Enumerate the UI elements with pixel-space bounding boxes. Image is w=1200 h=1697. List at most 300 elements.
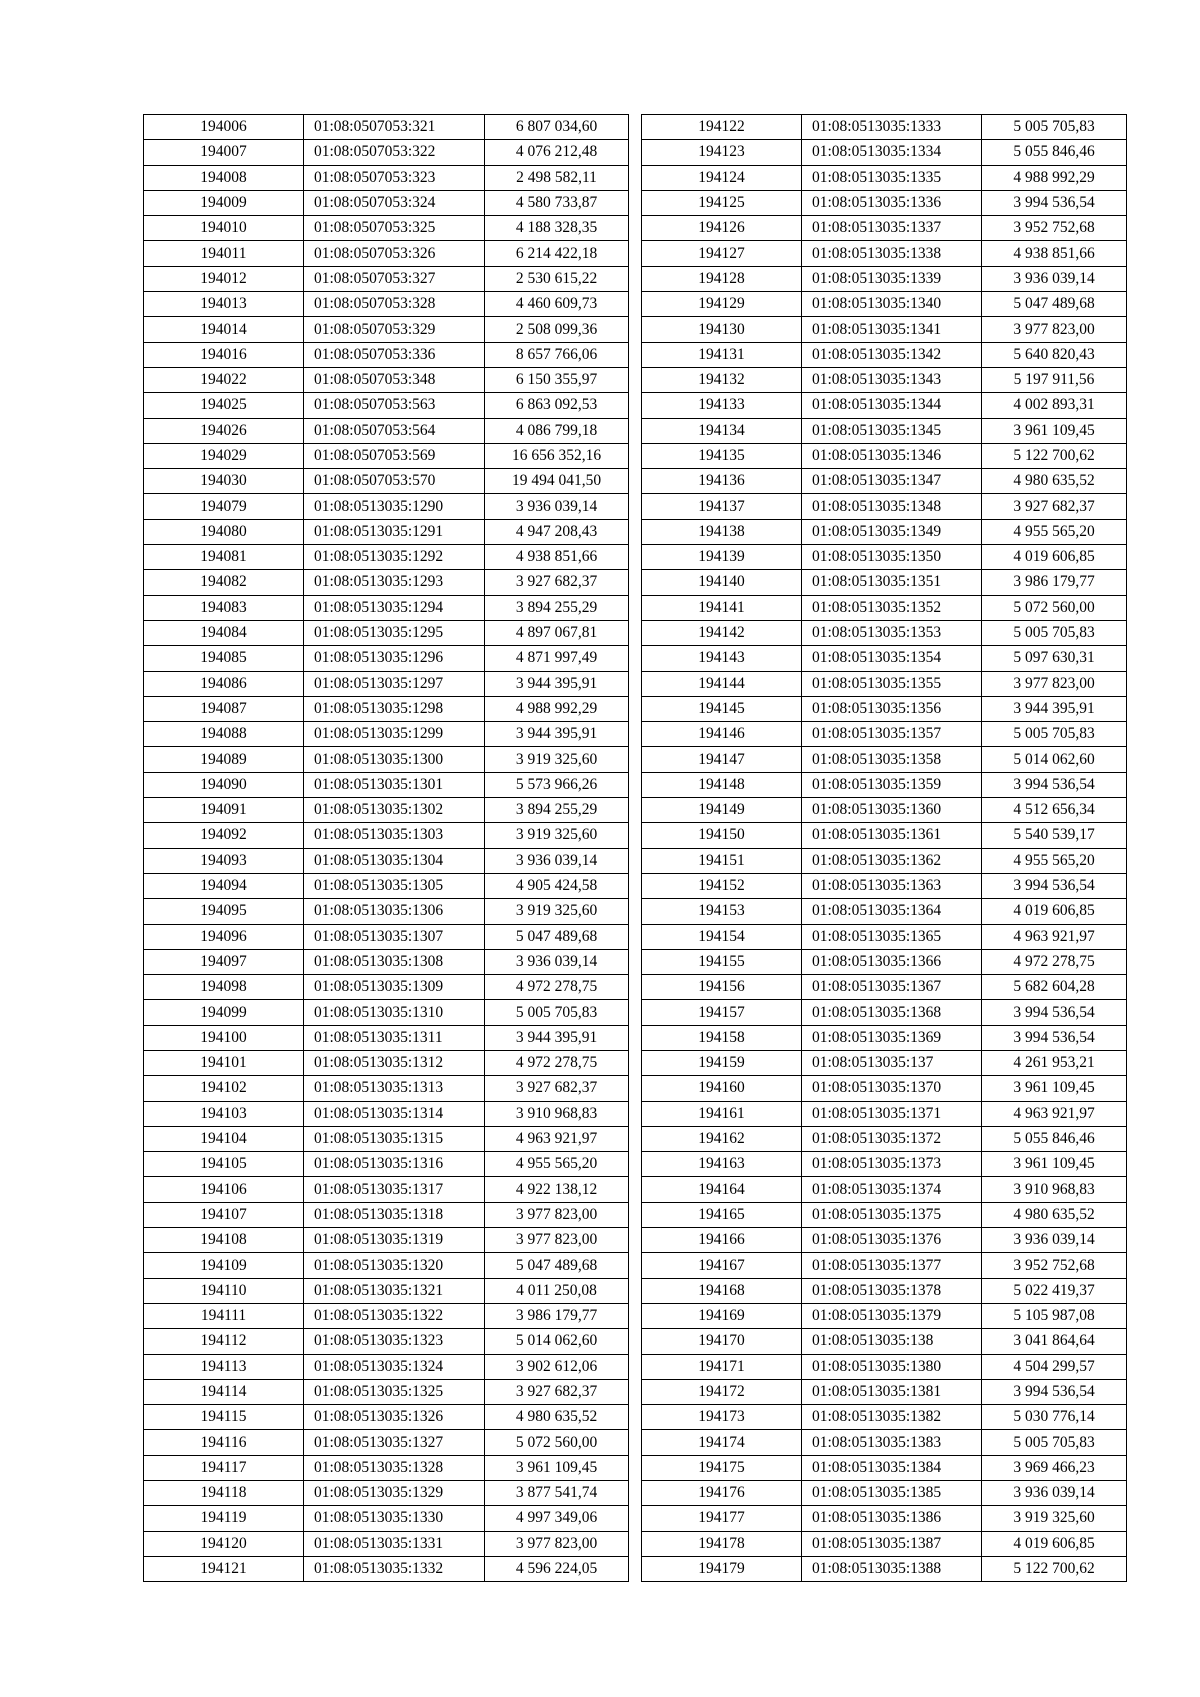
- value-cell: 3 944 395,91: [485, 722, 629, 747]
- table-row: [144, 190, 629, 215]
- value-cell: 3 927 682,37: [485, 570, 629, 595]
- value-cell: 3 910 968,83: [982, 1177, 1127, 1202]
- cadastral-number-cell: 01:08:0513035:1333: [802, 115, 982, 140]
- plot-number-cell: 194140: [642, 570, 802, 595]
- plot-number-cell: 194119: [144, 1506, 304, 1531]
- value-cell: 4 938 851,66: [982, 241, 1127, 266]
- table-row: [642, 1253, 1127, 1278]
- value-cell: 6 214 422,18: [485, 241, 629, 266]
- plot-number-cell: 194130: [642, 317, 802, 342]
- value-cell: 3 927 682,37: [485, 1076, 629, 1101]
- cadastral-number-cell: 01:08:0513035:137: [802, 1050, 982, 1075]
- cadastral-number-cell: 01:08:0513035:1356: [802, 696, 982, 721]
- cadastral-number-cell: 01:08:0513035:1315: [304, 1126, 485, 1151]
- cadastral-number-cell: 01:08:0513035:1329: [304, 1481, 485, 1506]
- value-cell: 3 994 536,54: [982, 1000, 1127, 1025]
- table-row: [642, 519, 1127, 544]
- value-cell: 4 188 328,35: [485, 216, 629, 241]
- plot-number-cell: 194159: [642, 1050, 802, 1075]
- cadastral-number-cell: 01:08:0513035:1361: [802, 823, 982, 848]
- table-row: [144, 1228, 629, 1253]
- plot-number-cell: 194165: [642, 1202, 802, 1227]
- cadastral-number-cell: 01:08:0507053:324: [304, 190, 485, 215]
- table-row: [144, 848, 629, 873]
- plot-number-cell: 194153: [642, 899, 802, 924]
- table-row: [144, 823, 629, 848]
- plot-number-cell: 194126: [642, 216, 802, 241]
- table-row: [144, 747, 629, 772]
- table-row: [642, 292, 1127, 317]
- value-cell: 3 994 536,54: [982, 772, 1127, 797]
- plot-number-cell: 194087: [144, 696, 304, 721]
- plot-number-cell: 194014: [144, 317, 304, 342]
- value-cell: 4 955 565,20: [485, 1152, 629, 1177]
- plot-number-cell: 194137: [642, 494, 802, 519]
- value-cell: 4 905 424,58: [485, 873, 629, 898]
- value-cell: 4 019 606,85: [982, 545, 1127, 570]
- value-cell: 4 988 992,29: [982, 165, 1127, 190]
- value-cell: 5 682 604,28: [982, 975, 1127, 1000]
- value-cell: 4 504 299,57: [982, 1354, 1127, 1379]
- value-cell: 4 922 138,12: [485, 1177, 629, 1202]
- cadastral-number-cell: 01:08:0513035:1349: [802, 519, 982, 544]
- cadastral-number-cell: 01:08:0513035:1348: [802, 494, 982, 519]
- value-cell: 4 955 565,20: [982, 848, 1127, 873]
- table-row: [642, 342, 1127, 367]
- plot-number-cell: 194117: [144, 1455, 304, 1480]
- cadastral-number-cell: 01:08:0513035:1292: [304, 545, 485, 570]
- value-cell: 3 994 536,54: [982, 1379, 1127, 1404]
- table-row: [144, 1152, 629, 1177]
- value-cell: 2 530 615,22: [485, 266, 629, 291]
- cadastral-number-cell: 01:08:0513035:1370: [802, 1076, 982, 1101]
- plot-number-cell: 194098: [144, 975, 304, 1000]
- plot-number-cell: 194178: [642, 1531, 802, 1556]
- table-row: [144, 545, 629, 570]
- table-row: [642, 671, 1127, 696]
- table-row: [144, 1126, 629, 1151]
- cadastral-number-cell: 01:08:0513035:1339: [802, 266, 982, 291]
- cadastral-number-cell: 01:08:0513035:1294: [304, 595, 485, 620]
- value-cell: 4 980 635,52: [485, 1405, 629, 1430]
- value-cell: 4 086 799,18: [485, 418, 629, 443]
- cadastral-number-cell: 01:08:0513035:1330: [304, 1506, 485, 1531]
- plot-number-cell: 194158: [642, 1025, 802, 1050]
- table-row: [144, 393, 629, 418]
- cadastral-number-cell: 01:08:0513035:1297: [304, 671, 485, 696]
- value-cell: 5 540 539,17: [982, 823, 1127, 848]
- table-row: [144, 494, 629, 519]
- table-row: [642, 873, 1127, 898]
- plot-number-cell: 194142: [642, 620, 802, 645]
- cadastral-number-cell: 01:08:0513035:138: [802, 1329, 982, 1354]
- value-cell: 5 055 846,46: [982, 140, 1127, 165]
- value-cell: 4 002 893,31: [982, 393, 1127, 418]
- value-cell: 4 988 992,29: [485, 696, 629, 721]
- table-row: [642, 747, 1127, 772]
- cadastral-number-cell: 01:08:0513035:1325: [304, 1379, 485, 1404]
- cadastral-number-cell: 01:08:0513035:1290: [304, 494, 485, 519]
- plot-number-cell: 194009: [144, 190, 304, 215]
- value-cell: 3 927 682,37: [982, 494, 1127, 519]
- cadastral-number-cell: 01:08:0513035:1312: [304, 1050, 485, 1075]
- value-cell: 4 076 212,48: [485, 140, 629, 165]
- cadastral-number-cell: 01:08:0513035:1345: [802, 418, 982, 443]
- cadastral-number-cell: 01:08:0513035:1304: [304, 848, 485, 873]
- plot-number-cell: 194104: [144, 1126, 304, 1151]
- table-row: [642, 975, 1127, 1000]
- table-row: [642, 190, 1127, 215]
- value-cell: 3 936 039,14: [485, 949, 629, 974]
- value-cell: 3 927 682,37: [485, 1379, 629, 1404]
- cadastral-number-cell: 01:08:0513035:1365: [802, 924, 982, 949]
- cadastral-number-cell: 01:08:0513035:1303: [304, 823, 485, 848]
- plot-number-cell: 194172: [642, 1379, 802, 1404]
- plot-number-cell: 194080: [144, 519, 304, 544]
- cadastral-number-cell: 01:08:0507053:570: [304, 469, 485, 494]
- table-row: [642, 1000, 1127, 1025]
- table-row: [144, 216, 629, 241]
- plot-number-cell: 194008: [144, 165, 304, 190]
- plot-number-cell: 194115: [144, 1405, 304, 1430]
- plot-number-cell: 194092: [144, 823, 304, 848]
- plot-number-cell: 194081: [144, 545, 304, 570]
- plot-number-cell: 194161: [642, 1101, 802, 1126]
- value-cell: 6 150 355,97: [485, 367, 629, 392]
- plot-number-cell: 194120: [144, 1531, 304, 1556]
- plot-number-cell: 194006: [144, 115, 304, 140]
- plot-number-cell: 194150: [642, 823, 802, 848]
- value-cell: 2 498 582,11: [485, 165, 629, 190]
- cadastral-number-cell: 01:08:0513035:1326: [304, 1405, 485, 1430]
- plot-number-cell: 194110: [144, 1278, 304, 1303]
- value-cell: 3 994 536,54: [982, 190, 1127, 215]
- cadastral-number-cell: 01:08:0507053:322: [304, 140, 485, 165]
- cadastral-number-cell: 01:08:0513035:1368: [802, 1000, 982, 1025]
- plot-number-cell: 194166: [642, 1228, 802, 1253]
- plot-number-cell: 194173: [642, 1405, 802, 1430]
- table-row: [642, 595, 1127, 620]
- value-cell: 4 972 278,75: [485, 1050, 629, 1075]
- cadastral-number-cell: 01:08:0513035:1385: [802, 1481, 982, 1506]
- value-cell: 5 005 705,83: [982, 1430, 1127, 1455]
- plot-number-cell: 194174: [642, 1430, 802, 1455]
- cadastral-number-cell: 01:08:0513035:1341: [802, 317, 982, 342]
- value-cell: 5 122 700,62: [982, 443, 1127, 468]
- cadastral-number-cell: 01:08:0513035:1355: [802, 671, 982, 696]
- table-row: [144, 924, 629, 949]
- cadastral-number-cell: 01:08:0513035:1318: [304, 1202, 485, 1227]
- value-cell: 3 919 325,60: [485, 823, 629, 848]
- value-cell: 4 460 609,73: [485, 292, 629, 317]
- plot-number-cell: 194134: [642, 418, 802, 443]
- value-cell: 3 961 109,45: [982, 1076, 1127, 1101]
- cadastral-number-cell: 01:08:0513035:1314: [304, 1101, 485, 1126]
- plot-number-cell: 194168: [642, 1278, 802, 1303]
- table-row: [642, 646, 1127, 671]
- value-cell: 5 005 705,83: [982, 620, 1127, 645]
- plot-number-cell: 194102: [144, 1076, 304, 1101]
- cadastral-number-cell: 01:08:0513035:1379: [802, 1303, 982, 1328]
- cadastral-number-cell: 01:08:0513035:1340: [802, 292, 982, 317]
- plot-number-cell: 194108: [144, 1228, 304, 1253]
- table-row: [144, 975, 629, 1000]
- value-cell: 3 986 179,77: [982, 570, 1127, 595]
- table-row: [642, 443, 1127, 468]
- plot-number-cell: 194136: [642, 469, 802, 494]
- value-cell: 3 969 466,23: [982, 1455, 1127, 1480]
- value-cell: 3 977 823,00: [485, 1202, 629, 1227]
- table-row: [642, 1379, 1127, 1404]
- cadastral-number-cell: 01:08:0513035:1334: [802, 140, 982, 165]
- table-row: [642, 165, 1127, 190]
- plot-number-cell: 194179: [642, 1556, 802, 1581]
- table-row: [642, 1556, 1127, 1581]
- plot-number-cell: 194089: [144, 747, 304, 772]
- cadastral-number-cell: 01:08:0513035:1376: [802, 1228, 982, 1253]
- cadastral-number-cell: 01:08:0513035:1384: [802, 1455, 982, 1480]
- table-row: [642, 1481, 1127, 1506]
- cadastral-number-cell: 01:08:0513035:1310: [304, 1000, 485, 1025]
- value-cell: 3 894 255,29: [485, 595, 629, 620]
- value-cell: 4 963 921,97: [982, 1101, 1127, 1126]
- table-row: [642, 722, 1127, 747]
- table-row: [642, 1152, 1127, 1177]
- plot-number-cell: 194103: [144, 1101, 304, 1126]
- value-cell: 4 963 921,97: [982, 924, 1127, 949]
- cadastral-number-cell: 01:08:0513035:1324: [304, 1354, 485, 1379]
- plot-number-cell: 194152: [642, 873, 802, 898]
- cadastral-number-cell: 01:08:0513035:1369: [802, 1025, 982, 1050]
- cadastral-number-cell: 01:08:0513035:1386: [802, 1506, 982, 1531]
- plot-number-cell: 194164: [642, 1177, 802, 1202]
- table-row: [144, 317, 629, 342]
- table-row: [144, 620, 629, 645]
- value-cell: 5 005 705,83: [485, 1000, 629, 1025]
- cadastral-number-cell: 01:08:0513035:1362: [802, 848, 982, 873]
- table-left-body: [144, 115, 629, 1582]
- cadastral-number-cell: 01:08:0513035:1388: [802, 1556, 982, 1581]
- cadastral-number-cell: 01:08:0513035:1311: [304, 1025, 485, 1050]
- cadastral-number-cell: 01:08:0513035:1298: [304, 696, 485, 721]
- table-row: [642, 1050, 1127, 1075]
- cadastral-number-cell: 01:08:0513035:1354: [802, 646, 982, 671]
- cadastral-number-cell: 01:08:0513035:1344: [802, 393, 982, 418]
- cadastral-number-cell: 01:08:0513035:1383: [802, 1430, 982, 1455]
- plot-number-cell: 194007: [144, 140, 304, 165]
- cadastral-number-cell: 01:08:0513035:1371: [802, 1101, 982, 1126]
- cadastral-number-cell: 01:08:0513035:1316: [304, 1152, 485, 1177]
- cadastral-number-cell: 01:08:0507053:569: [304, 443, 485, 468]
- cadastral-number-cell: 01:08:0507053:323: [304, 165, 485, 190]
- value-cell: 5 047 489,68: [485, 924, 629, 949]
- cadastral-number-cell: 01:08:0513035:1366: [802, 949, 982, 974]
- plot-number-cell: 194026: [144, 418, 304, 443]
- value-cell: 3 910 968,83: [485, 1101, 629, 1126]
- table-row: [642, 317, 1127, 342]
- cadastral-number-cell: 01:08:0507053:326: [304, 241, 485, 266]
- cadastral-number-cell: 01:08:0513035:1296: [304, 646, 485, 671]
- value-cell: 3 936 039,14: [982, 266, 1127, 291]
- table-row: [144, 443, 629, 468]
- plot-number-cell: 194105: [144, 1152, 304, 1177]
- table-row: [642, 924, 1127, 949]
- value-cell: 5 122 700,62: [982, 1556, 1127, 1581]
- table-row: [144, 1430, 629, 1455]
- table-row: [642, 949, 1127, 974]
- plot-number-cell: 194097: [144, 949, 304, 974]
- value-cell: 5 047 489,68: [982, 292, 1127, 317]
- table-row: [144, 1481, 629, 1506]
- table-row: [144, 1405, 629, 1430]
- cadastral-number-cell: 01:08:0513035:1380: [802, 1354, 982, 1379]
- cadastral-number-cell: 01:08:0513035:1331: [304, 1531, 485, 1556]
- plot-number-cell: 194029: [144, 443, 304, 468]
- plot-number-cell: 194169: [642, 1303, 802, 1328]
- table-row: [144, 469, 629, 494]
- table-row: [144, 140, 629, 165]
- plot-number-cell: 194160: [642, 1076, 802, 1101]
- value-cell: 4 011 250,08: [485, 1278, 629, 1303]
- value-cell: 3 944 395,91: [485, 671, 629, 696]
- plot-number-cell: 194107: [144, 1202, 304, 1227]
- table-right-body: [642, 115, 1127, 1582]
- table-row: [642, 1126, 1127, 1151]
- table-row: [144, 646, 629, 671]
- table-row: [642, 140, 1127, 165]
- table-row: [642, 1531, 1127, 1556]
- plot-number-cell: 194118: [144, 1481, 304, 1506]
- plot-number-cell: 194096: [144, 924, 304, 949]
- value-cell: 4 980 635,52: [982, 469, 1127, 494]
- value-cell: 5 197 911,56: [982, 367, 1127, 392]
- value-cell: 2 508 099,36: [485, 317, 629, 342]
- plot-number-cell: 194012: [144, 266, 304, 291]
- value-cell: 5 022 419,37: [982, 1278, 1127, 1303]
- table-row: [144, 1303, 629, 1328]
- value-cell: 3 961 109,45: [982, 418, 1127, 443]
- plot-number-cell: 194090: [144, 772, 304, 797]
- plot-number-cell: 194095: [144, 899, 304, 924]
- table-row: [642, 620, 1127, 645]
- cadastral-number-cell: 01:08:0507053:328: [304, 292, 485, 317]
- plot-number-cell: 194083: [144, 595, 304, 620]
- plot-number-cell: 194121: [144, 1556, 304, 1581]
- plot-number-cell: 194135: [642, 443, 802, 468]
- cadastral-number-cell: 01:08:0513035:1359: [802, 772, 982, 797]
- value-cell: 3 977 823,00: [982, 317, 1127, 342]
- table-row: [144, 1050, 629, 1075]
- plot-number-cell: 194123: [642, 140, 802, 165]
- cadastral-number-cell: 01:08:0513035:1299: [304, 722, 485, 747]
- cadastral-number-cell: 01:08:0507053:336: [304, 342, 485, 367]
- table-row: [642, 1455, 1127, 1480]
- value-cell: 4 947 208,43: [485, 519, 629, 544]
- plot-number-cell: 194131: [642, 342, 802, 367]
- plot-number-cell: 194122: [642, 115, 802, 140]
- value-cell: 5 055 846,46: [982, 1126, 1127, 1151]
- cadastral-number-cell: 01:08:0513035:1327: [304, 1430, 485, 1455]
- plot-number-cell: 194086: [144, 671, 304, 696]
- table-row: [642, 1329, 1127, 1354]
- cadastral-number-cell: 01:08:0507053:321: [304, 115, 485, 140]
- value-cell: 3 977 823,00: [485, 1228, 629, 1253]
- cadastral-number-cell: 01:08:0513035:1336: [802, 190, 982, 215]
- value-cell: 6 807 034,60: [485, 115, 629, 140]
- value-cell: 3 961 109,45: [982, 1152, 1127, 1177]
- table-row: [144, 241, 629, 266]
- table-row: [144, 1354, 629, 1379]
- plot-number-cell: 194113: [144, 1354, 304, 1379]
- plot-number-cell: 194154: [642, 924, 802, 949]
- cadastral-number-cell: 01:08:0507053:564: [304, 418, 485, 443]
- plot-number-cell: 194138: [642, 519, 802, 544]
- value-cell: 4 997 349,06: [485, 1506, 629, 1531]
- value-cell: 4 972 278,75: [982, 949, 1127, 974]
- cadastral-number-cell: 01:08:0513035:1352: [802, 595, 982, 620]
- value-cell: 4 871 997,49: [485, 646, 629, 671]
- table-row: [144, 696, 629, 721]
- plot-number-cell: 194091: [144, 798, 304, 823]
- plot-number-cell: 194010: [144, 216, 304, 241]
- table-row: [642, 266, 1127, 291]
- value-cell: 16 656 352,16: [485, 443, 629, 468]
- plot-number-cell: 194109: [144, 1253, 304, 1278]
- cadastral-number-cell: 01:08:0513035:1363: [802, 873, 982, 898]
- plot-number-cell: 194079: [144, 494, 304, 519]
- table-row: [144, 1506, 629, 1531]
- value-cell: 5 047 489,68: [485, 1253, 629, 1278]
- plot-number-cell: 194013: [144, 292, 304, 317]
- value-cell: 5 014 062,60: [982, 747, 1127, 772]
- table-row: [642, 1177, 1127, 1202]
- cadastral-number-cell: 01:08:0513035:1295: [304, 620, 485, 645]
- table-row: [642, 1025, 1127, 1050]
- cadastral-number-cell: 01:08:0513035:1360: [802, 798, 982, 823]
- table-row: [144, 342, 629, 367]
- cadastral-number-cell: 01:08:0513035:1320: [304, 1253, 485, 1278]
- cadastral-number-cell: 01:08:0513035:1350: [802, 545, 982, 570]
- value-cell: 5 097 630,31: [982, 646, 1127, 671]
- value-cell: 3 902 612,06: [485, 1354, 629, 1379]
- table-row: [144, 292, 629, 317]
- value-cell: 3 977 823,00: [982, 671, 1127, 696]
- table-row: [642, 570, 1127, 595]
- plot-number-cell: 194133: [642, 393, 802, 418]
- plot-number-cell: 194011: [144, 241, 304, 266]
- value-cell: 4 972 278,75: [485, 975, 629, 1000]
- value-cell: 3 936 039,14: [982, 1481, 1127, 1506]
- plot-number-cell: 194128: [642, 266, 802, 291]
- table-row: [642, 772, 1127, 797]
- cadastral-number-cell: 01:08:0513035:1307: [304, 924, 485, 949]
- cadastral-number-cell: 01:08:0513035:1309: [304, 975, 485, 1000]
- cadastral-number-cell: 01:08:0513035:1364: [802, 899, 982, 924]
- plot-number-cell: 194016: [144, 342, 304, 367]
- value-cell: 5 573 966,26: [485, 772, 629, 797]
- value-cell: 5 014 062,60: [485, 1329, 629, 1354]
- table-right: [641, 114, 1127, 1582]
- plot-number-cell: 194143: [642, 646, 802, 671]
- cadastral-number-cell: 01:08:0513035:1347: [802, 469, 982, 494]
- cadastral-number-cell: 01:08:0507053:563: [304, 393, 485, 418]
- plot-number-cell: 194094: [144, 873, 304, 898]
- cadastral-number-cell: 01:08:0513035:1382: [802, 1405, 982, 1430]
- table-row: [642, 1076, 1127, 1101]
- cadastral-number-cell: 01:08:0513035:1346: [802, 443, 982, 468]
- cadastral-number-cell: 01:08:0507053:348: [304, 367, 485, 392]
- table-row: [144, 595, 629, 620]
